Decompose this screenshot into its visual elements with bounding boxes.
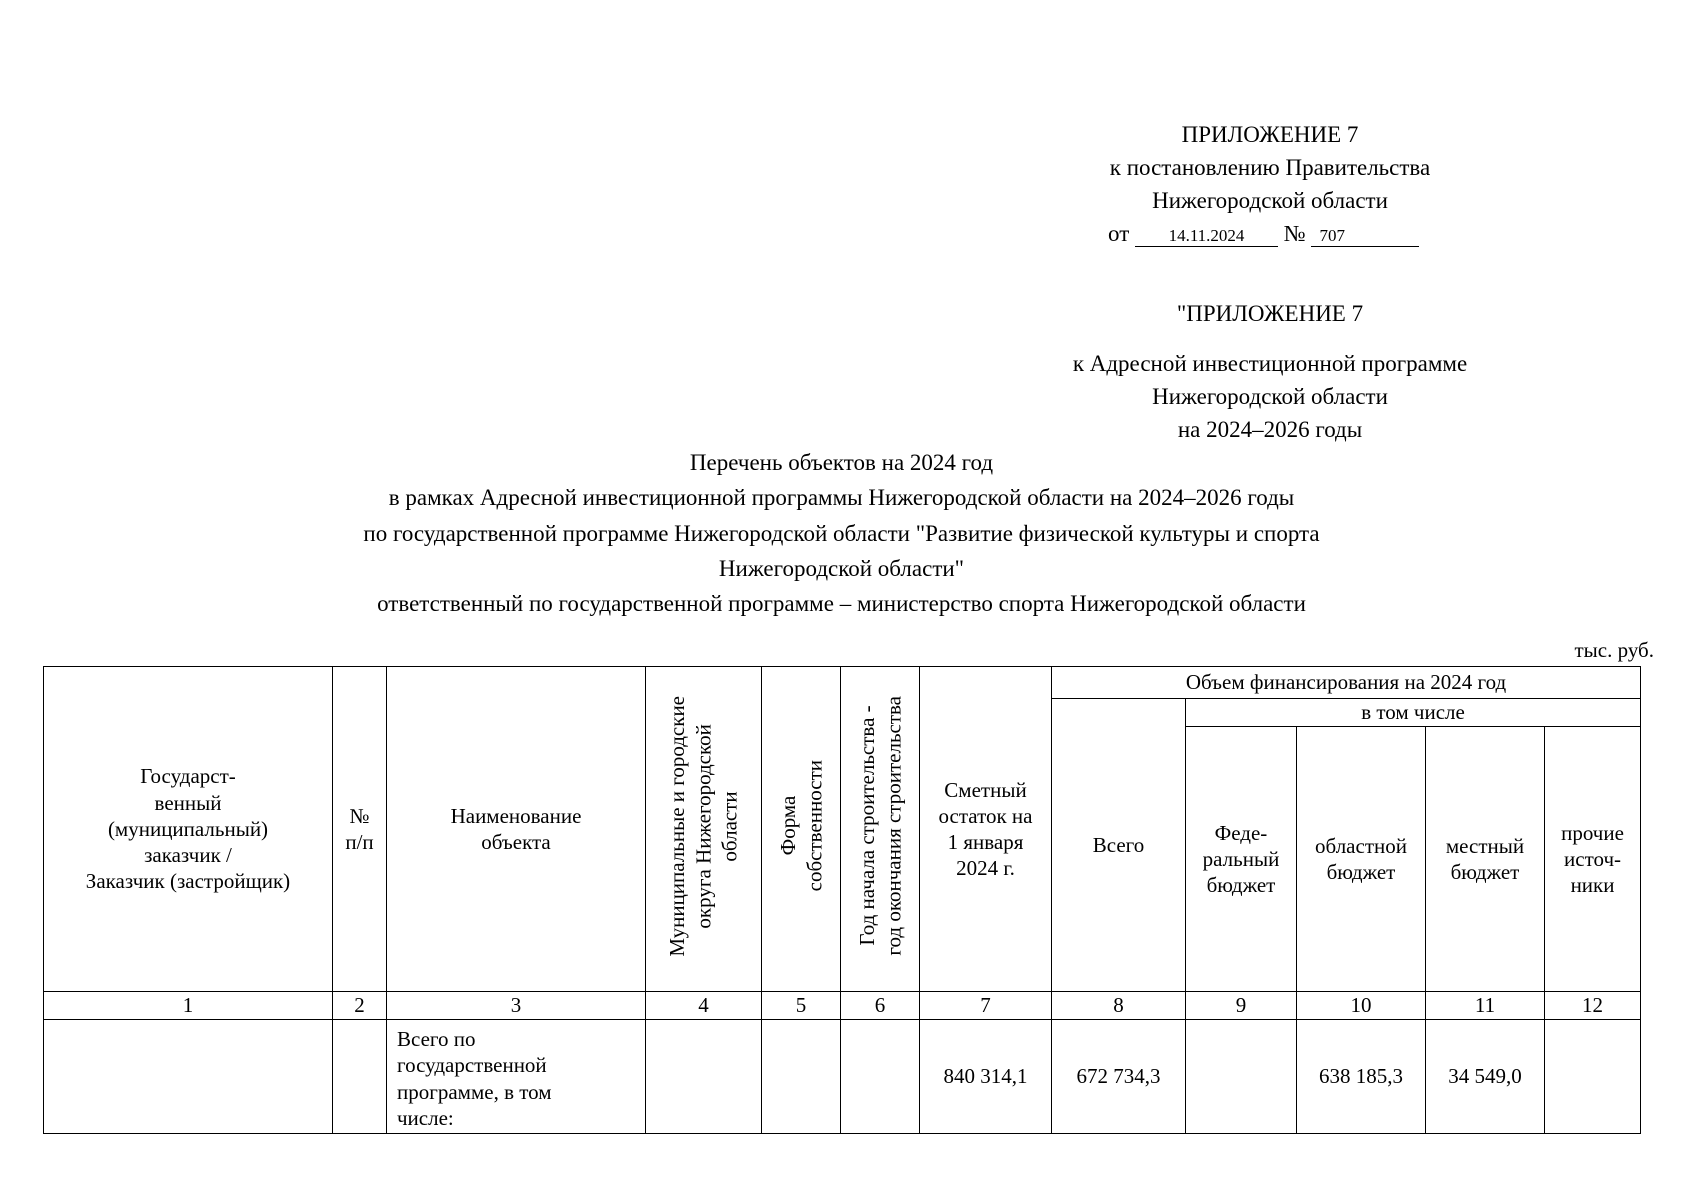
header-object-name: Наименование объекта xyxy=(387,667,646,992)
sub-years-line: на 2024–2026 годы xyxy=(1177,417,1363,442)
header-regional: областной бюджет xyxy=(1297,727,1426,992)
header-estimate: Сметный остаток на 1 января 2024 г. xyxy=(920,667,1052,992)
decree-number: 707 xyxy=(1311,227,1419,247)
decree-date: 14.11.2024 xyxy=(1135,227,1278,247)
cell-estimate: 840 314,1 xyxy=(920,1020,1052,1134)
column-numbers-row xyxy=(44,992,1641,1020)
col-number: 4 xyxy=(646,992,762,1020)
cell-local: 34 549,0 xyxy=(1426,1020,1545,1134)
table-row xyxy=(44,1020,1641,1134)
header-districts xyxy=(646,667,762,992)
col-number: 12 xyxy=(1545,992,1641,1020)
col-number: 11 xyxy=(1426,992,1545,1020)
cell-object-name: Всего по государственной программе, в том числе: xyxy=(387,1020,646,1134)
header-num: № п/п xyxy=(333,667,387,992)
header-total: Всего xyxy=(1052,699,1186,992)
cell-total: 672 734,3 xyxy=(1052,1020,1186,1134)
header-ownership-text: Форма собственности xyxy=(775,760,826,892)
cell-num xyxy=(333,1020,387,1134)
appendix-title: ПРИЛОЖЕНИЕ 7 xyxy=(1181,122,1359,147)
objects-table xyxy=(43,666,1641,1134)
col-number: 3 xyxy=(387,992,646,1020)
col-number: 2 xyxy=(333,992,387,1020)
doc-title-line5: ответственный по государственной программе – министерство спорта Нижегородской области xyxy=(377,591,1306,616)
col-number: 6 xyxy=(841,992,920,1020)
number-sign: № xyxy=(1283,221,1306,246)
doc-title-line3: по государственной программе Нижегородской области "Развитие физической культуры и спорта xyxy=(363,521,1320,546)
header-years xyxy=(841,667,920,992)
cell-other xyxy=(1545,1020,1641,1134)
decree-line: к постановлению Правительства xyxy=(1109,155,1431,180)
col-number: 7 xyxy=(920,992,1052,1020)
col-number: 8 xyxy=(1052,992,1186,1020)
cell-ownership xyxy=(762,1020,841,1134)
header-other: прочие источ- ники xyxy=(1545,727,1641,992)
col-number: 9 xyxy=(1186,992,1297,1020)
header-funding-group: Объем финансирования на 2024 год xyxy=(1052,667,1641,699)
header-local: местный бюджет xyxy=(1426,727,1545,992)
header-districts-text: Муниципальные и городские округа Нижегородской области xyxy=(665,695,742,957)
cell-federal xyxy=(1186,1020,1297,1134)
sub-program-line: к Адресной инвестиционной программе xyxy=(1072,351,1468,376)
units-label: тыс. руб. xyxy=(1574,638,1654,662)
cell-regional: 638 185,3 xyxy=(1297,1020,1426,1134)
sub-region-line: Нижегородской области xyxy=(1152,384,1388,409)
col-number: 5 xyxy=(762,992,841,1020)
header-customer: Государст- венный (муниципальный) заказчик / Заказчик (застройщик) xyxy=(44,667,333,992)
cell-years xyxy=(841,1020,920,1134)
doc-title-line2: в рамках Адресной инвестиционной программы Нижегородской области на 2024–2026 годы xyxy=(388,485,1295,510)
cell-customer xyxy=(44,1020,333,1134)
date-prefix: от xyxy=(1108,221,1130,246)
col-number: 10 xyxy=(1297,992,1426,1020)
cell-districts xyxy=(646,1020,762,1134)
header-federal: Феде- ральный бюджет xyxy=(1186,727,1297,992)
header-ownership xyxy=(762,667,841,992)
region-line: Нижегородской области xyxy=(1152,188,1388,213)
col-number: 1 xyxy=(44,992,333,1020)
sub-appendix-title: "ПРИЛОЖЕНИЕ 7 xyxy=(1176,301,1364,326)
header-years-text: Год начала строительства - год окончания строительства xyxy=(854,696,905,956)
doc-title-line4: Нижегородской области" xyxy=(718,556,965,581)
doc-title-line1: Перечень объектов на 2024 год xyxy=(689,450,994,475)
header-including: в том числе xyxy=(1186,699,1641,727)
date-number-line xyxy=(1108,222,1419,247)
